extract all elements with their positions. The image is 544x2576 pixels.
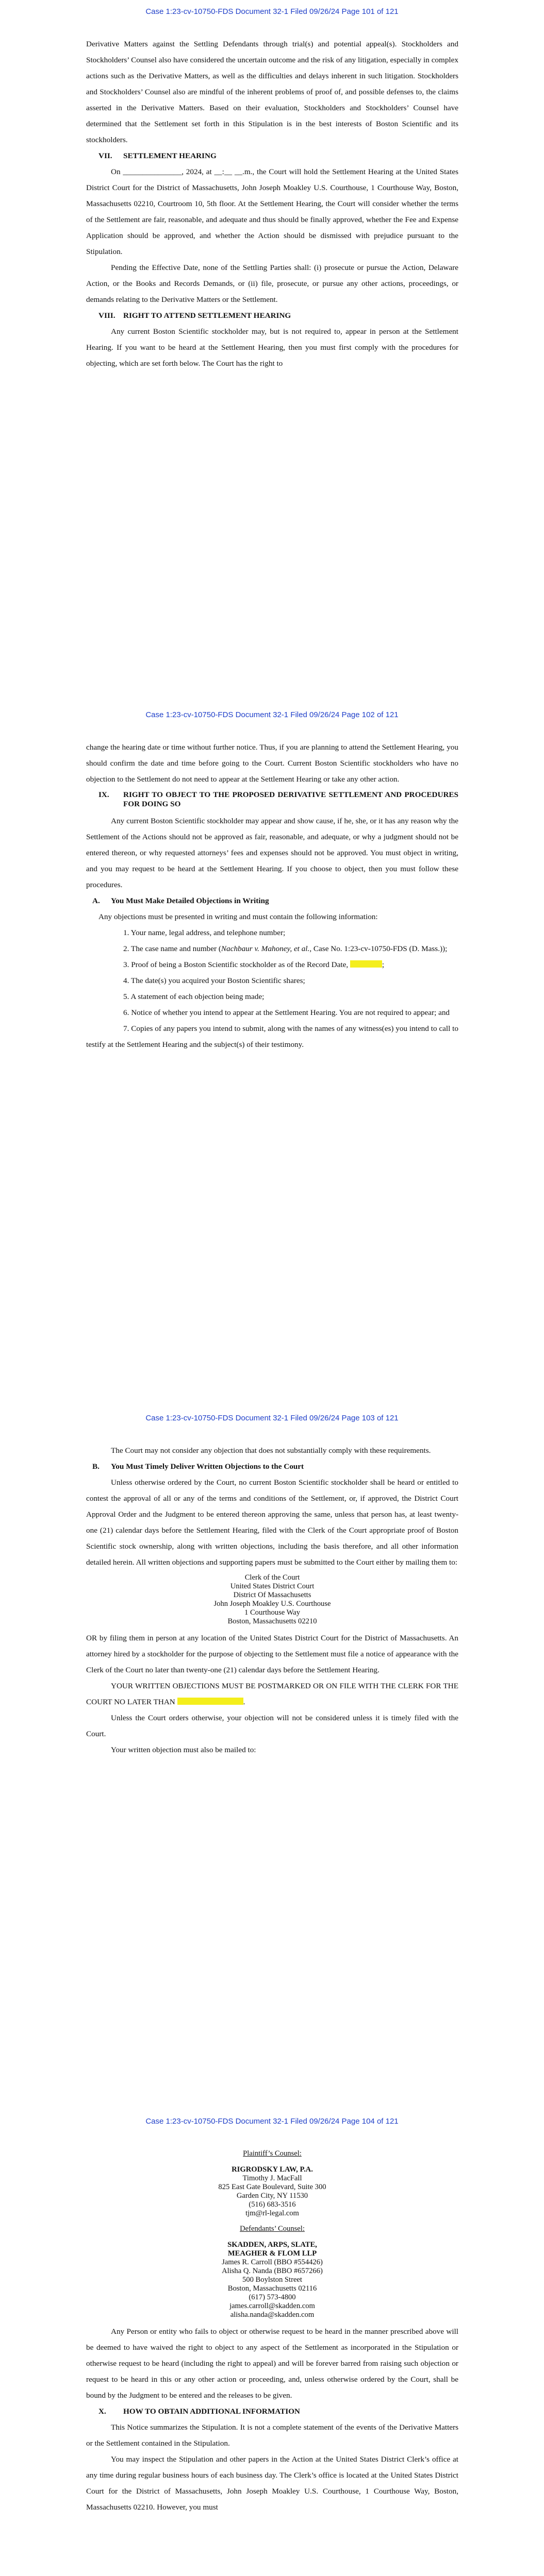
section-title: HOW TO OBTAIN ADDITIONAL INFORMATION bbox=[123, 2407, 300, 2416]
section-title: SETTLEMENT HEARING bbox=[123, 151, 217, 160]
firm-name: SKADDEN, ARPS, SLATE, bbox=[227, 2241, 317, 2249]
address-line: Clerk of the Court bbox=[244, 1573, 300, 1582]
court-address bbox=[86, 1570, 458, 1630]
paragraph bbox=[86, 1678, 458, 1710]
plaintiff-counsel-title: Plaintiff’s Counsel: bbox=[243, 2149, 302, 2158]
section-heading bbox=[86, 787, 458, 813]
attorney-name: Alisha Q. Nanda (BBO #657266) bbox=[222, 2267, 323, 2275]
list-item: 4. The date(s) you acquired your Boston Scientific shares; bbox=[123, 976, 305, 985]
page-body bbox=[86, 739, 458, 1053]
paragraph: Any Person or entity who fails to object or otherwise request to be heard in the manner prescribed above will be deemed to have waived the right to object to any aspect of the Settlement as incorporated in the Stipulation or otherwise request to be heard (including the right to appeal) and will be forever barred from raising such objection or request to be heard in this or any other action or proceeding, and, unless otherwise ordered by the Court, shall be bound by the Judgment to be entered and the releases to be given. bbox=[86, 2327, 458, 2400]
paragraph: Your written objection must also be mailed to: bbox=[111, 1745, 256, 1754]
list-item bbox=[86, 941, 458, 957]
address-line: Boston, Massachusetts 02116 bbox=[227, 2284, 317, 2293]
page-body bbox=[86, 1443, 458, 1758]
section-heading bbox=[86, 148, 458, 164]
list-item: 5. A statement of each objection being made; bbox=[123, 992, 265, 1001]
document-page bbox=[0, 0, 544, 703]
paragraph: Unless the Court orders otherwise, your objection will not be considered unless it is timely filed with the Court. bbox=[86, 1714, 458, 1738]
subsection-heading bbox=[86, 1459, 458, 1475]
paragraph-text: YOUR WRITTEN OBJECTIONS MUST BE POSTMARKED OR ON FILE WITH THE CLERK FOR THE COURT NO LATER THAN bbox=[86, 1682, 458, 1706]
page-body bbox=[86, 2149, 458, 2515]
list-item-text: 2. The case name and number ( bbox=[123, 944, 221, 953]
page-body bbox=[86, 36, 458, 371]
paragraph: change the hearing date or time without further notice. Thus, if you are planning to attend the Settlement Hearing, you should confirm the date and time before going to the Court. Current Boston Scientific stockholders who have no objection to the Settlement do not need to appear at the Settlement Hearing or take any other action. bbox=[86, 743, 458, 784]
list-item: 7. Copies of any papers you intend to submit, along with the names of any witness(es) you intend to call to testify at the Settlement Hearing and the subject(s) of their testimony. bbox=[86, 1024, 458, 1049]
subsection-number: A. bbox=[92, 896, 100, 905]
attorney-name: James R. Carroll (BBO #554426) bbox=[222, 2258, 323, 2266]
section-number: X. bbox=[98, 2407, 106, 2416]
paragraph: This Notice summarizes the Stipulation. It is not a complete statement of the events of the Derivative Matters or the Settlement contained in the Stipulation. bbox=[86, 2423, 458, 2448]
address-line: Garden City, NY 11530 bbox=[236, 2192, 308, 2200]
plaintiff-counsel-block bbox=[86, 2158, 458, 2222]
highlighted-blank bbox=[177, 1698, 243, 1705]
phone: (516) 683-3516 bbox=[249, 2200, 296, 2209]
page-header: Case 1:23-cv-10750-FDS Document 32-1 Filed 09/26/24 Page 103 of 121 bbox=[145, 1414, 399, 1422]
address-line: United States District Court bbox=[230, 1582, 315, 1590]
list-item bbox=[86, 957, 458, 973]
subsection-number: B. bbox=[92, 1462, 100, 1471]
email: james.carroll@skadden.com bbox=[229, 2302, 315, 2310]
subsection-heading bbox=[86, 893, 458, 909]
address-line: John Joseph Moakley U.S. Courthouse bbox=[213, 1600, 331, 1608]
section-number: VIII. bbox=[98, 311, 116, 320]
firm-name: MEAGHER & FLOM LLP bbox=[227, 2249, 317, 2258]
email: tjm@rl-legal.com bbox=[245, 2209, 299, 2217]
defendant-counsel-title: Defendants’ Counsel: bbox=[240, 2225, 305, 2233]
page-header: Case 1:23-cv-10750-FDS Document 32-1 Filed 09/26/24 Page 101 of 121 bbox=[145, 7, 399, 16]
address-line: District Of Massachusetts bbox=[233, 1591, 311, 1599]
section-number: VII. bbox=[98, 151, 112, 160]
address-line: 500 Boylston Street bbox=[242, 2276, 302, 2284]
address-line: Boston, Massachusetts 02210 bbox=[227, 1617, 317, 1625]
section-title: RIGHT TO ATTEND SETTLEMENT HEARING bbox=[123, 311, 291, 320]
defendant-counsel-block bbox=[86, 2233, 458, 2324]
phone: (617) 573-4800 bbox=[249, 2293, 296, 2301]
case-name: Nachbaur v. Mahoney, et al. bbox=[221, 944, 310, 953]
paragraph: Derivative Matters against the Settling Defendants through trial(s) and potential appeal(s). Stockholders and Stockholders’ Counsel also have considered the uncertain outcome and the risk of any litigation, especially in complex actions such as the Derivative Matters, as well as the difficulties and delays inherent in such litigation. Stockholders and Stockholders’ Counsel also are mindful of the inherent problems of proof of, and possible defenses to, the claims asserted in the Derivative Matters. Based on their evaluation, Stockholders and Stockholders’ Counsel have determined that the Settlement set forth in this Stipulation is in the best interests of Boston Scientific and its stockholders. bbox=[86, 40, 458, 144]
paragraph: You may inspect the Stipulation and other papers in the Action at the United States District Clerk’s office at any time during regular business hours of each business day. The Clerk’s office is located at the United States District Court for the District of Massachusetts, John Joseph Moakley U.S. Courthouse, 1 Courthouse Way, Boston, Massachusetts 02210. However, you must bbox=[86, 2455, 458, 2512]
page-header: Case 1:23-cv-10750-FDS Document 32-1 Filed 09/26/24 Page 104 of 121 bbox=[145, 2117, 399, 2126]
section-number: IX. bbox=[98, 790, 109, 799]
paragraph: Unless otherwise ordered by the Court, no current Boston Scientific stockholder shall be heard or entitled to contest the approval of all or any of the terms and conditions of the Settlement, or, if approved, the District Court Approval Order and the Judgment to be entered thereon approving the same, unless that person has, at least twenty-one (21) calendar days before the Settlement Hearing, filed with the Clerk of the Court appropriate proof of Boston Scientific stock ownership, along with written objections, including the basis therefore, and all other information detailed herein. All written objections and supporting papers must be submitted to the Court either by mailing them to: bbox=[86, 1478, 458, 1567]
email: alisha.nanda@skadden.com bbox=[230, 2311, 315, 2319]
section-title: RIGHT TO OBJECT TO THE PROPOSED DERIVATIVE SETTLEMENT AND PROCEDURES FOR DOING SO bbox=[123, 790, 458, 808]
paragraph: Any current Boston Scientific stockholder may, but is not required to, appear in person at the Settlement Hearing. If you want to be heard at the Settlement Hearing, then you must first comply with the procedures for objecting, which are set forth below. The Court has the right to bbox=[86, 327, 458, 368]
address-line: 1 Courthouse Way bbox=[244, 1608, 300, 1617]
paragraph-text: . bbox=[243, 1698, 245, 1706]
paragraph: The Court may not consider any objection that does not substantially comply with these requirements. bbox=[111, 1446, 431, 1455]
list-item-text: , Case No. 1:23-cv-10750-FDS (D. Mass.)); bbox=[309, 944, 448, 953]
page-header: Case 1:23-cv-10750-FDS Document 32-1 Filed 09/26/24 Page 102 of 121 bbox=[145, 710, 399, 719]
subsection-title: You Must Make Detailed Objections in Writing bbox=[111, 896, 269, 905]
paragraph: Pending the Effective Date, none of the Settling Parties shall: (i) prosecute or pursue the Action, Delaware Action, or the Books and Records Demands, or (ii) file, prosecute, or pursue any other actions, proceedings, or demands relating to the Derivative Matters or the Settlement. bbox=[86, 263, 458, 304]
subsection-title: You Must Timely Deliver Written Objections to the Court bbox=[111, 1462, 304, 1471]
section-heading bbox=[86, 2403, 458, 2419]
document-page bbox=[0, 2110, 544, 2576]
document-page bbox=[0, 1406, 544, 2110]
document-page bbox=[0, 703, 544, 1406]
paragraph: On _______________, 2024, at __:__ __.m., the Court will hold the Settlement Hearing at the United States District Court for the District of Massachusetts, John Joseph Moakley U.S. Courthouse, 1 Courthouse Way, Boston, Massachusetts 02210, Courtroom 10, 5th floor. At the Settlement Hearing, the Court will consider whether the terms of the Settlement are fair, reasonable, and adequate and thus should be finally approved, whether the Fee and Expense Application should be approved, and whether the Action should be dismissed with prejudice pursuant to the Stipulation. bbox=[86, 167, 458, 256]
list-item: 6. Notice of whether you intend to appear at the Settlement Hearing. You are not required to appear; and bbox=[123, 1008, 450, 1017]
list-item-text: 3. Proof of being a Boston Scientific stockholder as of the Record Date, bbox=[123, 960, 350, 969]
firm-name: RIGRODSKY LAW, P.A. bbox=[232, 2165, 313, 2174]
paragraph: Any objections must be presented in writing and must contain the following information: bbox=[98, 912, 378, 921]
section-heading bbox=[86, 308, 458, 324]
address-line: 825 East Gate Boulevard, Suite 300 bbox=[218, 2183, 326, 2191]
list-item: 1. Your name, legal address, and telephone number; bbox=[123, 928, 286, 937]
highlighted-blank bbox=[350, 960, 385, 969]
paragraph: OR by filing them in person at any location of the United States District Court for the District of Massachusetts. An attorney hired by a stockholder for the purpose of objecting to the Settlement must file a notice of appearance with the Clerk of the Court no later than twenty-one (21) calendar days before the Settlement Hearing. bbox=[86, 1634, 458, 1674]
paragraph: Any current Boston Scientific stockholder may appear and show cause, if he, she, or it has any reason why the Settlement of the Actions should not be approved as fair, reasonable, and adequate, or why a judgment should not be entered thereon, or why requested attorneys’ fees and expenses should not be approved. You must object in writing, and you may request to be heard at the Settlement Hearing. If you choose to object, then you must follow these procedures. bbox=[86, 817, 458, 889]
address-line: Timothy J. MacFall bbox=[242, 2174, 302, 2182]
list-item-text: ; bbox=[382, 960, 385, 969]
